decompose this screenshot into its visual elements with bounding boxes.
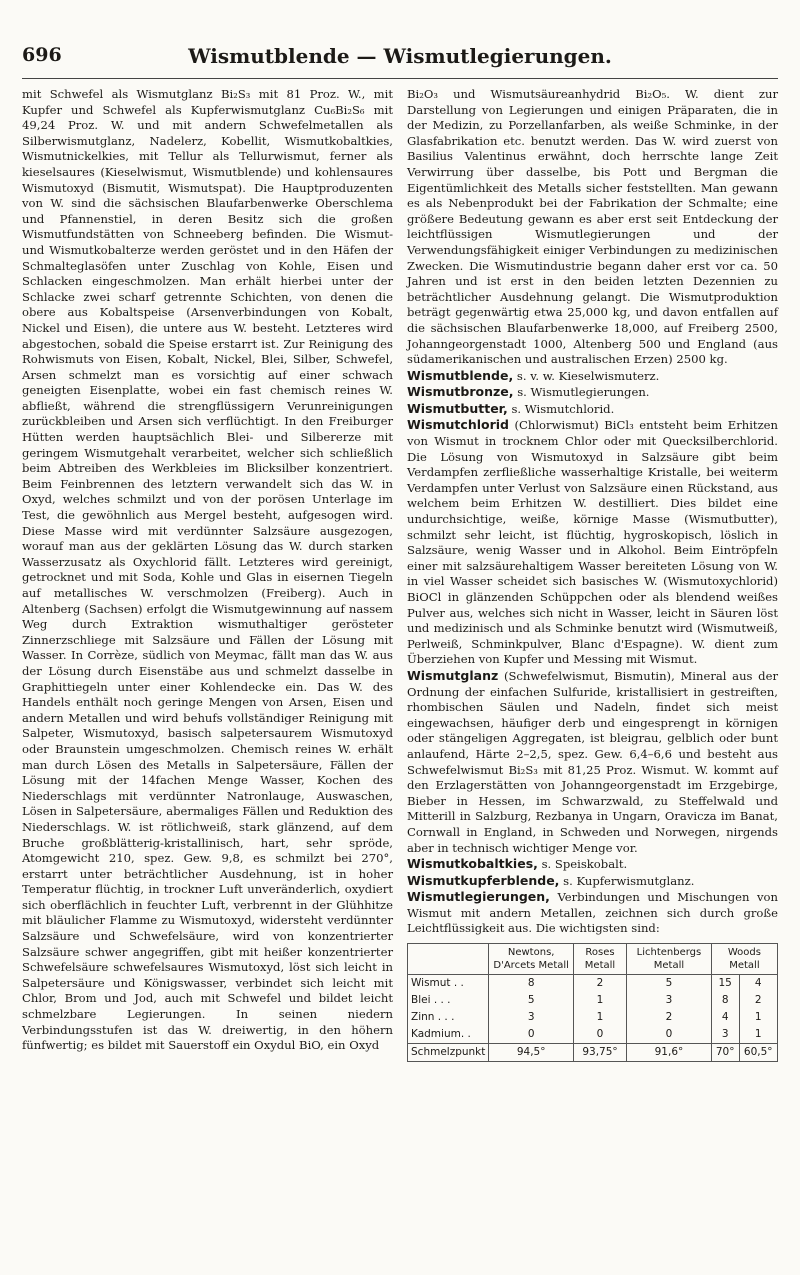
table-row [408, 992, 778, 1009]
table-cell: 1 [573, 1009, 626, 1026]
table-cell: 91,6° [627, 1044, 712, 1062]
right-column [407, 87, 778, 1062]
table-row [408, 1009, 778, 1026]
table-row [408, 1044, 778, 1062]
right-column-intro: Bi₂O₃ und Wismutsäureanhydrid Bi₂O₅. W. dient zur Darstellung von Legierungen und einigen Präparaten, die in der Medizin, zu Porzellanfarben, als weiße Schminke, in der Glasfabrikation etc. benutzt werden. Das W. wird zuerst von Basilius Valentinus erwähnt, doch herrschte lange Zeit Verwirrung über dasselbe, bis Pott und Bergman die Eigentümlichkeit des Metalls sicher feststellten. Man gewann es als Nebenprodukt bei der Fabrikation der Schmalte; eine größere Bedeutung gewann es aber erst seit Entdeckung der leichtflüssigen Wismutlegierungen und der Verwendungsfähigkeit einiger Verbindungen zu medizinischen Zwecken. Die Wismutindustrie begann daher erst vor ca. 50 Jahren und ist erst in den beiden letzten Dezennien zu beträchtlicher Ausdehnung gelangt. Die Wismutproduktion beträgt gegenwärtig etwa 25,000 kg, und davon entfallen auf die sächsischen Blaufarbenwerke 18,000, auf Freiberg 2500, Johanngeorgenstadt 1000, Altenberg 500 und England (aus südamerikanischen und australischen Erzen) 2500 kg. [407, 87, 778, 367]
entry-text: (Schwefelwismut, Bismutin), Mineral aus der Ordnung der einfachen Sulfuride, kristallisiert in gestreiften, rhombischen Säulen und Nadeln, findet sich meist eingewachsen, häufiger derb und eingesprengt in körnigen oder stängeligen Aggregaten, ist bleigrau, gelblich oder bunt anlaufend, Härte 2–2,5, spez. Gew. 6,4–6,6 und besteht aus Schwefelwismut Bi₂S₃ mit 81,25 Proz. Wismut. W. kommt auf den Erzlagerstätten von Johanngeorgenstadt im Erzgebirge, Bieber in Hessen, im Schwarzwald, zu Steffelwald und Mitterill in Salzburg, Rezbanya in Ungarn, Oravicza im Banat, Cornwall in England, in Schweden und Norwegen, nirgends aber in technisch wichtiger Menge vor. [407, 668, 779, 855]
table-header: Woods Metall [711, 944, 777, 975]
table-row [408, 975, 778, 993]
entry-wismutblende [407, 368, 778, 385]
metal-name: Schmelzpunkt [408, 1044, 489, 1062]
lemma: Wismutbronze, [407, 384, 514, 400]
alloy-table [407, 943, 778, 1062]
table-row [408, 1026, 778, 1044]
table-cell: 60,5° [739, 1044, 778, 1062]
table-header [408, 944, 489, 975]
entry-text: s. Speiskobalt. [541, 857, 628, 872]
table-cell: 4 [739, 975, 778, 993]
table-cell: 0 [627, 1026, 712, 1044]
entry-wismutbronze [407, 384, 778, 401]
table-cell: 3 [627, 992, 712, 1009]
lemma: Wismutbutter, [407, 400, 508, 416]
left-column [22, 87, 393, 1062]
entry-text: s. v. w. Kieselwismuterz. [516, 368, 660, 383]
entry-text: Verbindungen und Mischungen von Wismut mit andern Metallen, zeichnen sich durch große Leichtflüssigkeit aus. Die wichtigsten sind: [407, 890, 779, 936]
table-header: Roses Metall [573, 944, 626, 975]
table-header: Newtons, D'Arcets Metall [489, 944, 574, 975]
table-cell: 1 [573, 992, 626, 1009]
text-columns [22, 87, 778, 1062]
table-cell: 94,5° [489, 1044, 574, 1062]
left-column-text: mit Schwefel als Wismutglanz Bi₂S₃ mit 81 Proz. W., mit Kupfer und Schwefel als Kupferwismutglanz Cu₆Bi₂S₆ mit 49,24 Proz. W. und mit andern Schwefelmetallen als Silberwismutglanz, Nadelerz, Kobellit, Wismutkobaltkies, Wismutnickelkies, mit Tellur als Tellurwismut, ferner als kieselsaures (Kieselwismut, Wismutblende) und kohlensaures Wismutoxyd (Bismutit, Wismutspat). Die Hauptproduzenten von W. sind die sächsischen Blaufarbenwerke Oberschlema und Pfannenstiel, in deren Besitz sich die großen Wismutfundstätten von Schneeberg befinden. Die Wismut- und Wismutkobalterze werden geröstet und in den Häfen der Schmalteglasöfen unter Zuschlag von Kohle, Eisen und Schlacken eingeschmolzen. Man erhält hierbei unter der Schlacke zwei scharf getrennte Schichten, von denen die obere aus Kobaltspeise (Arsenverbindungen von Kobalt, Nickel und Eisen), die untere aus W. besteht. Letzteres wird abgestochen, sobald die Speise erstarrt ist. Zur Reinigung des Rohwismuts von Eisen, Kobalt, Nickel, Blei, Silber, Schwefel, Arsen schmelzt man es vorsichtig auf einer schwach geneigten Eisenplatte, wobei ein fast chemisch reines W. abfließt, während die strengflüssigern Verunreinigungen zurückbleiben und Arsen sich verflüchtigt. In den Freiburger Hütten werden hauptsächlich Blei- und Silbererze mit geringem Wismutgehalt verarbeitet, welcher sich schließlich beim Abtreiben des Werkbleies im Blicksilber konzentriert. Beim Feinbrennen des letztern verwandelt sich das W. in Oxyd, welches schmilzt und von der porösen Unterlage im Test, die gewöhnlich aus Mergel besteht, aufgesogen wird. Diese Masse wird mit verdünnter Salzsäure ausgezogen, worauf man aus der geklärten Lösung das W. durch starken Wasserzusatz als Oxychlorid fällt. Letzteres wird gereinigt, getrocknet und mit Soda, Kohle und Glas in eisernen Tiegeln auf metallisches W. verschmolzen (Freiberg). Auch in Altenberg (Sachsen) erfolgt die Wismutgewinnung auf nassem Weg durch Extraktion wismuthaltiger gerösteter Zinnerzschliege mit Salzsäure und Fällen der Lösung mit Wasser. In Corrèze, südlich von Meymac, fällt man das W. aus der Lösung durch Eisenstäbe aus und schmelzt dasselbe in Graphittiegeln unter einer Kohlendecke ein. Das W. des Handels enthält noch geringe Mengen von Arsen, Eisen und andern Metallen und wird behufs vollständiger Reinigung mit Salpeter, Wismutoxyd, basisch salpetersaurem Wismutoxyd oder Braunstein umgeschmolzen. Chemisch reines W. erhält man durch Lösen des Metalls in Salpetersäure, Fällen der Lösung mit der 14fachen Menge Wasser, Kochen des Niederschlags mit verdünnter Natronlauge, Auswaschen, Lösen in Salpetersäure, abermaliges Fällen und Reduktion des Niederschlags. W. ist rötlichweiß, stark glänzend, auf dem Bruche großblätterig-kristallinisch, hart, sehr spröde, Atomgewicht 210, spez. Gew. 9,8, es schmilzt bei 270°, erstarrt unter beträchtlicher Ausdehnung, ist in hoher Temperatur flüchtig, in trockner Luft unveränderlich, oxydiert sich oberflächlich in feuchter Luft, verbrennt in der Glühhitze mit bläulicher Flamme zu Wismutoxyd, widersteht verdünnter Salzsäure und Schwefelsäure, wird von konzentrierter Salzsäure schwer angegriffen, gibt mit heißer konzentrierter Schwefelsäure schwefelsaures Wismutoxyd, löst sich leicht in Salpetersäure und Königswasser, verbindet sich leicht mit Chlor, Brom und Jod, auch mit Schwefel und bildet leicht schmelzbare Legierungen. In seinen niedern Verbindungsstufen ist das W. dreiwertig, in den höhern fünfwertig; es bildet mit Sauerstoff ein Oxydul BiO, ein Oxyd [22, 87, 393, 1053]
entry-wismutkupferblende [407, 873, 778, 890]
table-cell: 1 [739, 1026, 778, 1044]
entry-wismutglanz [407, 668, 778, 856]
table-cell: 0 [489, 1026, 574, 1044]
lemma: Wismutlegierungen, [407, 889, 550, 905]
entry-wismutchlorid [407, 417, 778, 668]
lemma: Wismutblende, [407, 367, 514, 383]
running-head: Wismutblende — Wismutlegierungen. [188, 44, 612, 68]
entry-wismutlegierungen [407, 889, 778, 937]
table-cell: 4 [711, 1009, 739, 1026]
table-header-row [408, 944, 778, 975]
table-cell: 2 [627, 1009, 712, 1026]
table-cell: 8 [489, 975, 574, 993]
entry-text: s. Wismutlegierungen. [517, 385, 650, 400]
table-cell: 3 [711, 1026, 739, 1044]
lemma: Wismutglanz [407, 667, 499, 683]
table-cell: 5 [489, 992, 574, 1009]
table-cell: 93,75° [573, 1044, 626, 1062]
metal-name: Zinn . . . [408, 1009, 489, 1026]
table-header: Lichtenbergs Metall [627, 944, 712, 975]
table-cell: 5 [627, 975, 712, 993]
table-cell: 1 [739, 1009, 778, 1026]
table-cell: 70° [711, 1044, 739, 1062]
lemma: Wismutchlorid [407, 417, 509, 433]
table-cell: 2 [573, 975, 626, 993]
page-number: 696 [22, 44, 62, 66]
entry-text: s. Wismutchlorid. [511, 401, 615, 416]
lemma: Wismutkobaltkies, [407, 856, 538, 872]
entry-wismutbutter [407, 401, 778, 418]
entry-wismutkobaltkies [407, 856, 778, 873]
metal-name: Blei . . . [408, 992, 489, 1009]
table-cell: 2 [739, 992, 778, 1009]
table-cell: 15 [711, 975, 739, 993]
page-header [22, 44, 778, 79]
table-cell: 3 [489, 1009, 574, 1026]
table-cell: 0 [573, 1026, 626, 1044]
lemma: Wismutkupferblende, [407, 872, 560, 888]
metal-name: Wismut . . [408, 975, 489, 993]
entry-text: (Chlorwismut) BiCl₃ entsteht beim Erhitzen von Wismut in trocknem Chlor oder mit Quecksilberchlorid. Die Lösung von Wismutoxyd in Salzsäure gibt beim Verdampfen zerfließliche wasserhaltige Kristalle, bei weiterm Verdampfen unter Verlust von Salzsäure einen Rückstand, aus welchem beim Erhitzen W. destilliert. Dies bildet eine undurchsichtige, weiße, körnige Masse (Wismutbutter), schmilzt sehr leicht, ist flüchtig, hygroskopisch, löslich in Salzsäure, wenig Wasser und in Alkohol. Beim Eintröpfeln einer mit salzsäurehaltigem Wasser bereiteten Lösung von W. in viel Wasser scheidet sich basisches W. (Wismutoxychlorid) BiOCl in glänzenden Schüppchen oder als blendend weißes Pulver aus, welches sich nicht in Wasser, leicht in Säuren löst und medizinisch und als Schminke benutzt wird (Wismutweiß, Perlweiß, Schminkpulver, Blanc d'Espagne). W. dient zum Überziehen von Kupfer und Messing mit Wismut. [407, 418, 779, 667]
entry-text: s. Kupferwismutglanz. [563, 873, 695, 888]
metal-name: Kadmium. . [408, 1026, 489, 1044]
table-cell: 8 [711, 992, 739, 1009]
